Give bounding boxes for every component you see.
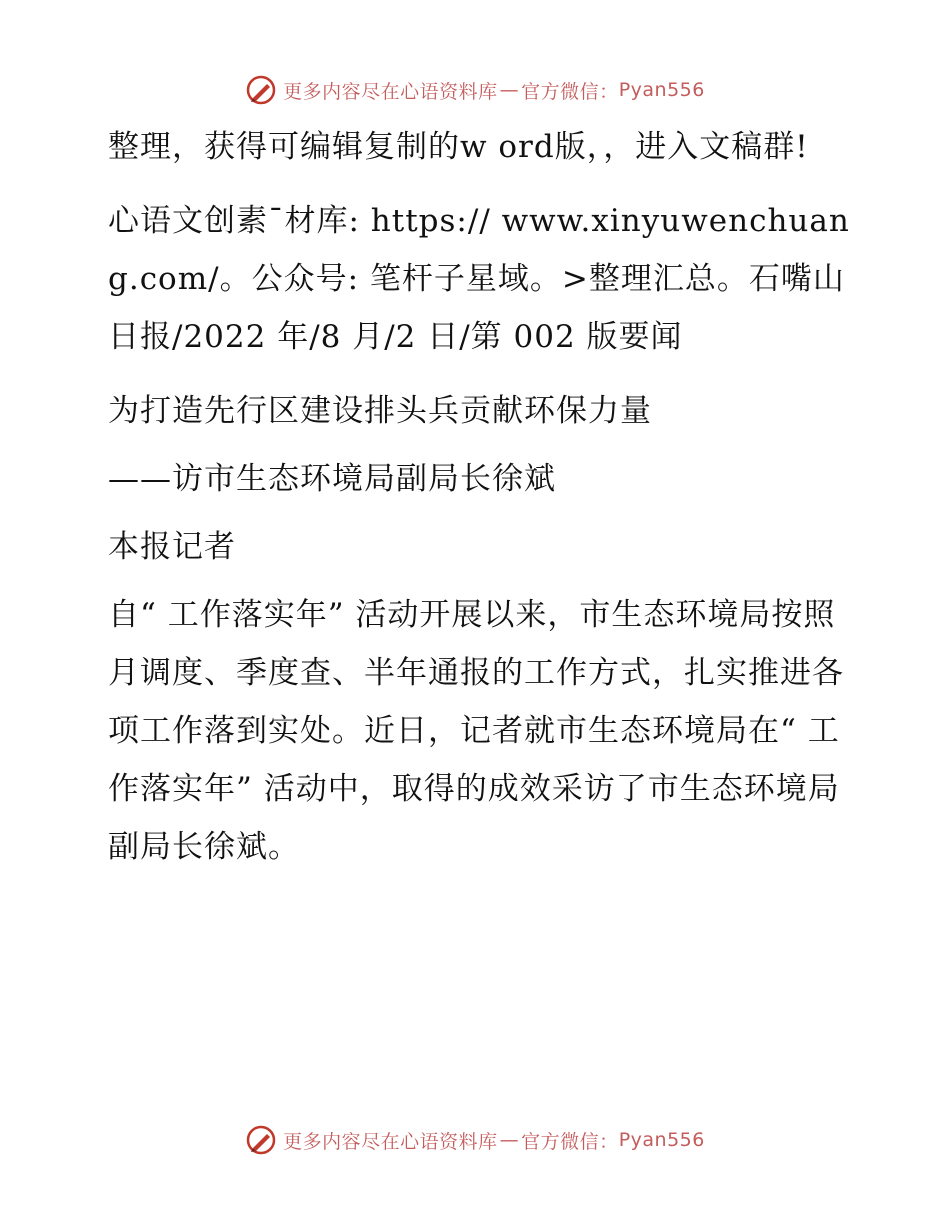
watermark-separator: —	[499, 79, 520, 101]
footer-watermark	[0, 1120, 950, 1160]
article-title: 为打造先行区建设排头兵贡献环保力量	[108, 393, 652, 429]
watermark-label: 官方微信：	[521, 1130, 619, 1153]
pen-logo-icon	[245, 74, 277, 106]
watermark-wechat-id: Pyan556	[618, 1129, 705, 1151]
article-subtitle: ——访市生态环境局副局长徐斌	[108, 461, 556, 497]
article-body-paragraph: 自“ 工作落实年” 活动开展以来，市生态环境局按照月调度、季度查、半年通报的工作方式，扎实推进各项工作落到实处。近日，记者就市生态环境局在“ 工作落实年” 活动中，取得的成效采访了市生态环境局副局长徐斌。	[108, 597, 844, 865]
paragraph-source: 心语文创素¯材库: https:// www.xinyuwenchuang.com/。公众号: 笔杆子星域。>整理汇总。石嘴山日报/2022 年/8 月/2 日/第 002 版要闻	[108, 203, 850, 355]
pen-logo-icon	[245, 1124, 277, 1156]
watermark-separator: —	[499, 1129, 520, 1151]
watermark-wechat-id: Pyan556	[618, 79, 705, 101]
document-body	[97, 118, 857, 892]
watermark-main-text: 更多内容尽在心语资料库	[283, 80, 498, 103]
paragraph-intro: 整理，获得可编辑复制的w ord版，，进入文稿群!	[108, 129, 809, 165]
article-byline: 本报记者	[108, 529, 236, 565]
watermark-label: 官方微信：	[521, 80, 619, 103]
header-watermark	[0, 70, 950, 110]
watermark-main-text: 更多内容尽在心语资料库	[283, 1130, 498, 1153]
